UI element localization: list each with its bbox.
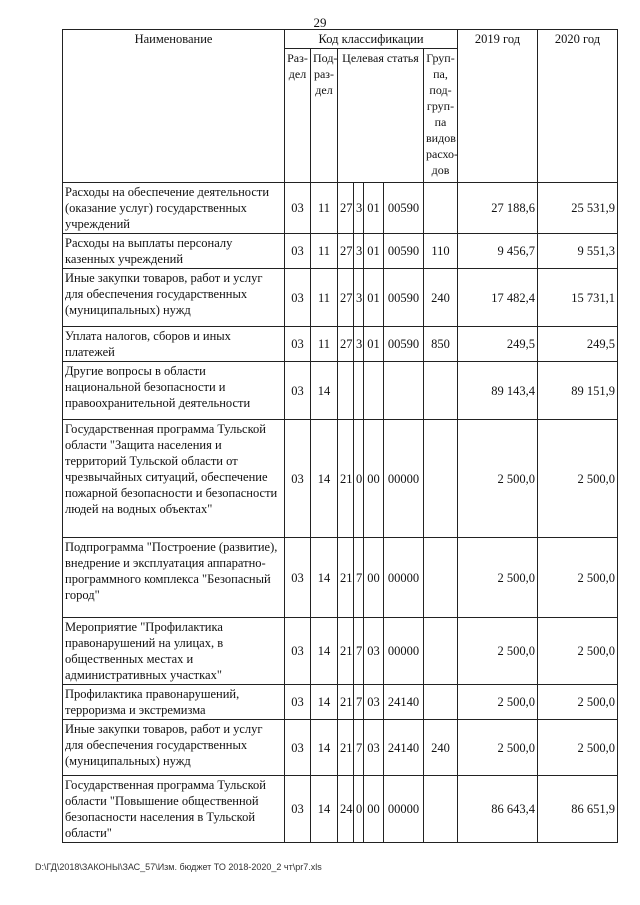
row-section: 03 (285, 327, 311, 362)
row-target-direction: 00590 (384, 269, 424, 327)
row-expense-type: 240 (424, 269, 458, 327)
row-amount-2020: 2 500,0 (538, 538, 618, 618)
row-section: 03 (285, 776, 311, 843)
row-target-event: 03 (364, 618, 384, 685)
row-target-direction: 00000 (384, 420, 424, 538)
row-expense-type (424, 776, 458, 843)
row-amount-2019: 249,5 (458, 327, 538, 362)
row-expense-type (424, 538, 458, 618)
row-amount-2020: 2 500,0 (538, 685, 618, 720)
row-target-program: 27 (338, 234, 354, 269)
row-name: Уплата налогов, сборов и иных платежей (63, 327, 285, 362)
row-name: Мероприятие "Профилактика правонарушений на улицах, в общественных местах и административных участках" (63, 618, 285, 685)
row-section: 03 (285, 720, 311, 776)
row-section: 03 (285, 420, 311, 538)
row-target-direction: 00000 (384, 538, 424, 618)
file-path-footer: D:\ГД\2018\ЗАКОНЫ\ЗАС_57\Изм. бюджет ТО 2018-2020_2 чт\pr7.xls (35, 862, 322, 872)
row-name: Расходы на выплаты персоналу казенных учреждений (63, 234, 285, 269)
row-target-subprogram: 7 (354, 685, 364, 720)
row-expense-type: 240 (424, 720, 458, 776)
budget-table (62, 29, 618, 843)
row-amount-2020: 86 651,9 (538, 776, 618, 843)
row-target-direction (384, 362, 424, 420)
row-target-subprogram: 3 (354, 234, 364, 269)
table-row (63, 234, 618, 269)
table-row (63, 776, 618, 843)
row-target-subprogram: 3 (354, 183, 364, 234)
row-target-event: 01 (364, 183, 384, 234)
row-amount-2019: 2 500,0 (458, 538, 538, 618)
row-amount-2020: 2 500,0 (538, 420, 618, 538)
row-target-program: 21 (338, 618, 354, 685)
row-target-subprogram: 7 (354, 538, 364, 618)
row-name: Другие вопросы в области национальной безопасности и правоохранительной деятельности (63, 362, 285, 420)
header-target-item: Целевая статья (338, 49, 424, 183)
row-amount-2020: 2 500,0 (538, 618, 618, 685)
page-number: 29 (313, 15, 327, 30)
row-name: Подпрограмма "Построение (развитие), внедрение и эксплуатация аппаратно-программного комплекса "Безопасный город" (63, 538, 285, 618)
row-section: 03 (285, 362, 311, 420)
row-subsection: 14 (311, 776, 338, 843)
row-amount-2019: 17 482,4 (458, 269, 538, 327)
row-amount-2019: 86 643,4 (458, 776, 538, 843)
table-row (63, 327, 618, 362)
header-expense-group: Груп- па, под- груп- па видов расхо- дов (424, 49, 458, 183)
header-year-2019: 2019 год (458, 30, 538, 183)
row-target-event: 01 (364, 269, 384, 327)
row-subsection: 14 (311, 362, 338, 420)
row-amount-2020: 9 551,3 (538, 234, 618, 269)
row-target-direction: 00000 (384, 618, 424, 685)
row-subsection: 14 (311, 538, 338, 618)
row-name: Иные закупки товаров, работ и услуг для обеспечения государственных (муниципальных) нужд (63, 269, 285, 327)
row-section: 03 (285, 269, 311, 327)
row-target-direction: 00590 (384, 183, 424, 234)
table-row (63, 269, 618, 327)
header-year-2020: 2020 год (538, 30, 618, 183)
row-subsection: 11 (311, 327, 338, 362)
row-target-event: 00 (364, 420, 384, 538)
table-row (63, 362, 618, 420)
row-subsection: 14 (311, 720, 338, 776)
row-target-direction: 24140 (384, 685, 424, 720)
row-expense-type (424, 362, 458, 420)
row-target-event: 01 (364, 234, 384, 269)
row-target-event: 00 (364, 538, 384, 618)
row-section: 03 (285, 234, 311, 269)
row-section: 03 (285, 538, 311, 618)
table-row (63, 685, 618, 720)
row-amount-2020: 89 151,9 (538, 362, 618, 420)
row-name: Иные закупки товаров, работ и услуг для обеспечения государственных (муниципальных) нужд (63, 720, 285, 776)
row-amount-2020: 25 531,9 (538, 183, 618, 234)
row-target-event (364, 362, 384, 420)
row-target-program (338, 362, 354, 420)
row-amount-2020: 15 731,1 (538, 269, 618, 327)
row-target-subprogram: 3 (354, 327, 364, 362)
row-name: Государственная программа Тульской области "Защита населения и территорий Тульской области от чрезвычайных ситуаций, обеспечение пожарной безопасности и безопасности людей на водных объектах" (63, 420, 285, 538)
table-row (63, 618, 618, 685)
table-row (63, 538, 618, 618)
row-target-direction: 00590 (384, 234, 424, 269)
row-target-direction: 00590 (384, 327, 424, 362)
row-target-event: 03 (364, 685, 384, 720)
row-target-program: 21 (338, 420, 354, 538)
row-amount-2019: 27 188,6 (458, 183, 538, 234)
row-expense-type (424, 420, 458, 538)
row-section: 03 (285, 685, 311, 720)
row-amount-2019: 2 500,0 (458, 420, 538, 538)
row-subsection: 11 (311, 269, 338, 327)
table-body (63, 183, 618, 843)
row-target-program: 21 (338, 685, 354, 720)
row-target-subprogram: 3 (354, 269, 364, 327)
row-subsection: 11 (311, 234, 338, 269)
row-target-direction: 24140 (384, 720, 424, 776)
row-target-subprogram (354, 362, 364, 420)
row-target-subprogram: 0 (354, 776, 364, 843)
row-target-event: 01 (364, 327, 384, 362)
row-target-program: 21 (338, 720, 354, 776)
row-name: Расходы на обеспечение деятельности (оказание услуг) государственных учреждений (63, 183, 285, 234)
row-subsection: 14 (311, 618, 338, 685)
row-amount-2020: 2 500,0 (538, 720, 618, 776)
row-amount-2020: 249,5 (538, 327, 618, 362)
row-subsection: 14 (311, 685, 338, 720)
row-target-event: 03 (364, 720, 384, 776)
row-expense-type (424, 685, 458, 720)
row-subsection: 11 (311, 183, 338, 234)
header-code-group: Код классификации (285, 30, 458, 49)
row-amount-2019: 2 500,0 (458, 685, 538, 720)
row-name: Государственная программа Тульской области "Повышение общественной безопасности населения в Тульской области" (63, 776, 285, 843)
row-target-program: 27 (338, 183, 354, 234)
table-row (63, 420, 618, 538)
row-target-subprogram: 7 (354, 720, 364, 776)
row-amount-2019: 89 143,4 (458, 362, 538, 420)
row-expense-type: 110 (424, 234, 458, 269)
row-amount-2019: 9 456,7 (458, 234, 538, 269)
row-target-program: 24 (338, 776, 354, 843)
table-row (63, 720, 618, 776)
header-subsection: Под- раз- дел (311, 49, 338, 183)
row-section: 03 (285, 183, 311, 234)
table-row (63, 183, 618, 234)
row-target-program: 27 (338, 327, 354, 362)
header-name: Наименование (63, 30, 285, 183)
row-expense-type (424, 618, 458, 685)
row-section: 03 (285, 618, 311, 685)
row-target-program: 21 (338, 538, 354, 618)
row-target-subprogram: 0 (354, 420, 364, 538)
row-target-subprogram: 7 (354, 618, 364, 685)
row-expense-type (424, 183, 458, 234)
row-amount-2019: 2 500,0 (458, 618, 538, 685)
row-target-program: 27 (338, 269, 354, 327)
row-name: Профилактика правонарушений, терроризма и экстремизма (63, 685, 285, 720)
header-section: Раз- дел (285, 49, 311, 183)
row-expense-type: 850 (424, 327, 458, 362)
row-target-event: 00 (364, 776, 384, 843)
row-target-direction: 00000 (384, 776, 424, 843)
row-subsection: 14 (311, 420, 338, 538)
row-amount-2019: 2 500,0 (458, 720, 538, 776)
